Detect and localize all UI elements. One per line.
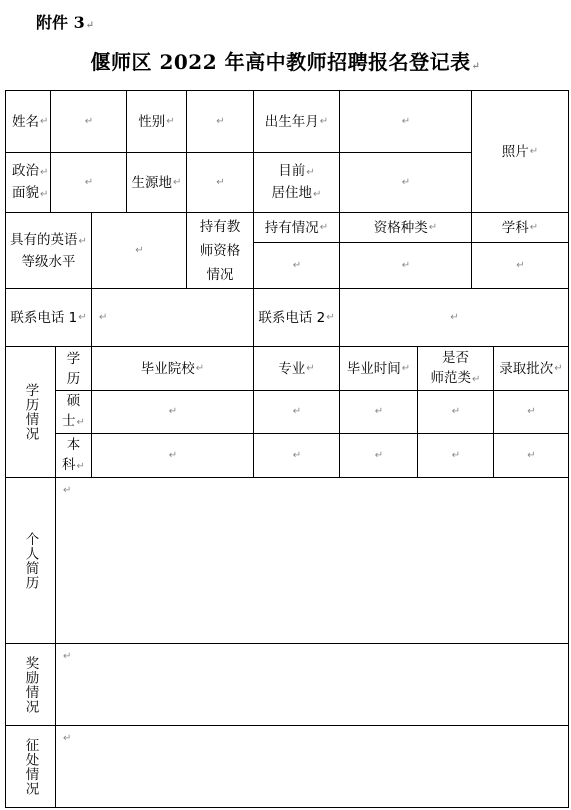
english-level-label: 具有的英语↵ 等级水平: [5, 212, 91, 288]
political-label: 政治↵ 面貌↵: [5, 152, 50, 212]
awards-field[interactable]: ↵: [55, 643, 569, 725]
bachelor-normal-field[interactable]: ↵: [417, 433, 493, 477]
name-label: 姓名 ↵: [5, 90, 50, 152]
master-grad-time-field[interactable]: ↵: [339, 390, 417, 433]
subject-header: 学科 ↵: [471, 212, 569, 242]
cert-type-header: 资格种类 ↵: [339, 212, 471, 242]
residence-field[interactable]: ↵: [339, 152, 471, 212]
bachelor-batch-field[interactable]: ↵: [493, 433, 569, 477]
cert-status-header: 持有情况 ↵: [253, 212, 339, 242]
edu-degree-header: 学 历: [55, 346, 91, 390]
birth-field[interactable]: ↵: [339, 90, 471, 152]
penalty-field[interactable]: ↵: [55, 725, 569, 808]
batch-header: 录取批次 ↵: [493, 346, 569, 390]
master-label: 硕 士↵: [55, 390, 91, 433]
gender-label: 性别 ↵: [126, 90, 186, 152]
major-header: 专业 ↵: [253, 346, 339, 390]
master-batch-field[interactable]: ↵: [493, 390, 569, 433]
registration-form: [5, 90, 569, 808]
bachelor-label: 本 科↵: [55, 433, 91, 477]
penalty-label: 征处情况: [5, 725, 55, 808]
master-normal-field[interactable]: ↵: [417, 390, 493, 433]
residence-label: 目前↵ 居住地↵: [253, 152, 339, 212]
phone2-label: 联系电话 2 ↵: [253, 288, 339, 346]
resume-label: 个人简历: [5, 477, 55, 643]
attachment-label: 附件 3↵: [36, 13, 95, 32]
phone2-field[interactable]: ↵: [339, 288, 569, 346]
phone1-label: 联系电话 1 ↵: [5, 288, 91, 346]
school-header: 毕业院校 ↵: [91, 346, 253, 390]
bachelor-school-field[interactable]: ↵: [91, 433, 253, 477]
awards-label: 奖励情况: [5, 643, 55, 725]
cert-status-field[interactable]: ↵: [253, 242, 339, 288]
subject-field[interactable]: ↵: [471, 242, 569, 288]
origin-label: 生源地 ↵: [126, 152, 186, 212]
grad-time-header: 毕业时间 ↵: [339, 346, 417, 390]
teacher-cert-label: 持有教 师资格 情况: [186, 212, 253, 288]
master-school-field[interactable]: ↵: [91, 390, 253, 433]
birth-label: 出生年月 ↵: [253, 90, 339, 152]
phone1-field[interactable]: ↵: [91, 288, 253, 346]
page-title: 偃师区 2022 年高中教师招聘报名登记表↵: [90, 50, 481, 74]
education-section-label: 学历情况: [5, 346, 55, 477]
origin-field[interactable]: ↵: [186, 152, 253, 212]
political-field[interactable]: ↵: [50, 152, 126, 212]
normal-school-header: 是否 师范类↵: [417, 346, 493, 390]
cert-type-field[interactable]: ↵: [339, 242, 471, 288]
name-field[interactable]: ↵: [50, 90, 126, 152]
master-major-field[interactable]: ↵: [253, 390, 339, 433]
resume-field[interactable]: ↵: [55, 477, 569, 643]
bachelor-grad-time-field[interactable]: ↵: [339, 433, 417, 477]
photo-box[interactable]: 照片 ↵: [471, 90, 569, 212]
gender-field[interactable]: ↵: [186, 90, 253, 152]
bachelor-major-field[interactable]: ↵: [253, 433, 339, 477]
english-level-field[interactable]: ↵: [91, 212, 186, 288]
